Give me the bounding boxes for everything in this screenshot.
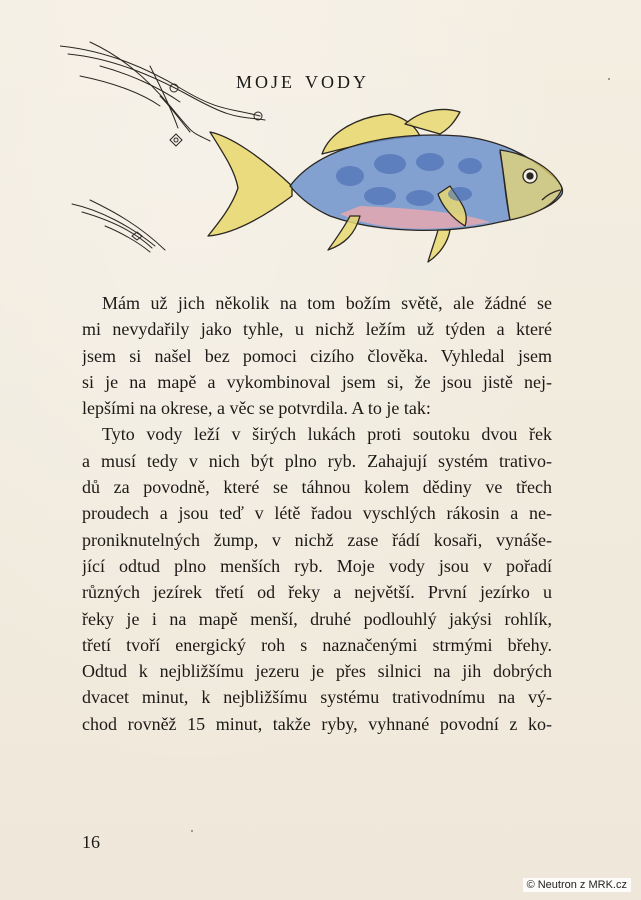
chapter-title <box>236 72 369 93</box>
text-line: chod rovněž 15 minut, takže ryby, vyhnané povodní z ko- <box>82 713 552 734</box>
text-line: dů za povodně, které se táhnou kolem dědiny ve třech <box>82 477 552 498</box>
fish <box>208 109 563 262</box>
text-line: různých jezírek třetí od řeky a největší. První jezírko u <box>82 582 552 603</box>
text-line: dvacet minut, k nejbližšímu systému trativodnímu na vý- <box>82 687 552 708</box>
text-line: Tyto vody leží v širých lukách proti soutoku dvou řek <box>102 424 552 445</box>
body-text <box>82 290 552 737</box>
chapter-title-word-2: VODY <box>305 72 370 92</box>
text-line: proudech a jsou teď v létě řadou vyschlých rákosin a ne- <box>82 503 552 524</box>
paper-speck <box>608 78 610 80</box>
text-line: proniknutelných žump, v nichž zase řádí kosaři, vynáše- <box>82 529 552 550</box>
text-line: jící odtud plno menších ryb. Moje vody jsou v pořadí <box>82 555 552 576</box>
text-line: si je na mapě a vykombinoval jsem si, že jsou jistě nej- <box>82 371 552 392</box>
text-line: mi nevydařily jako tyhle, u nichž ležím už týden a které <box>82 319 552 340</box>
text-line: jsem si našel bez pomoci cizího člověka. Vyhledal jsem <box>82 345 552 366</box>
text-line: Odtud k nejbližšímu jezeru je přes silnici na jih dobrých <box>82 661 552 682</box>
text-line: Mám už jich několik na tom božím světě, ale žádné se <box>102 293 552 313</box>
source-credit: © Neutron z MRK.cz <box>523 878 631 892</box>
page-number: 16 <box>82 832 100 852</box>
text-line: řeky je i na mapě menší, druhé podlouhlý jakýsi rohlík, <box>82 608 552 629</box>
paper-speck <box>191 830 193 832</box>
text-line: lepšími na okrese, a věc se potvrdila. A to je tak: <box>82 398 431 419</box>
text-line: a musí tedy v nich být plno ryb. Zahajují systém trativo- <box>82 450 552 471</box>
chapter-title-word-1: MOJE <box>236 72 296 92</box>
text-line: třetí tvoří energický roh s naznačenými strmými břehy. <box>82 634 552 655</box>
